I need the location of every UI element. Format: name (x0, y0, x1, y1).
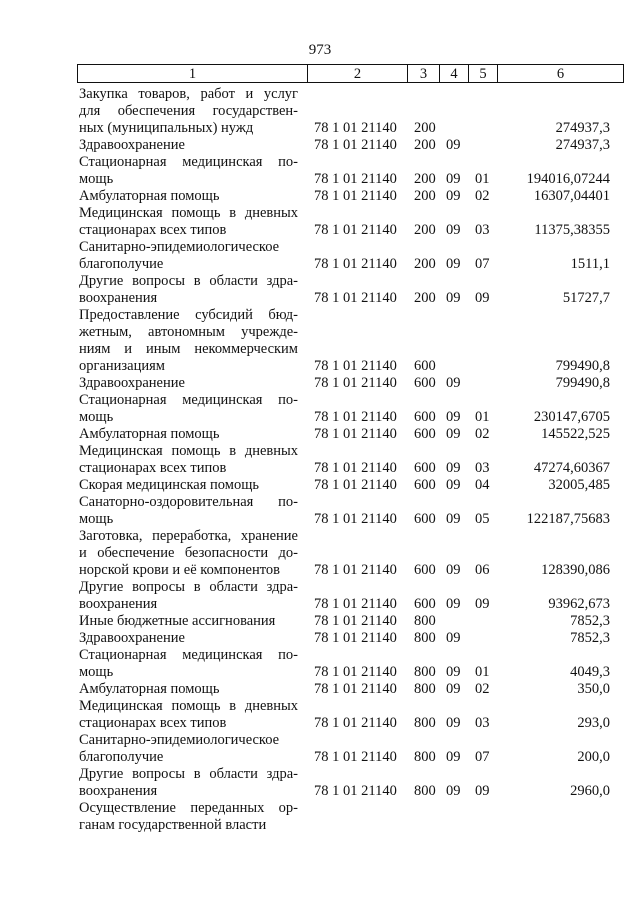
description-line: Другие вопросы в области здра- (79, 273, 298, 289)
table-row (0, 732, 640, 766)
target-article-code: 78 1 01 21140 (314, 256, 397, 272)
expense-type-code: 800 (414, 749, 436, 765)
amount-value: 51727,7 (562, 290, 610, 306)
header-col-4: 4 (440, 65, 469, 83)
subsection-code: 03 (475, 222, 490, 238)
section-code: 09 (446, 681, 461, 697)
row-values (0, 409, 640, 426)
target-article-code: 78 1 01 21140 (314, 715, 397, 731)
description-line: мощь (79, 664, 114, 680)
expense-type-code: 600 (414, 460, 436, 476)
expense-type-code: 800 (414, 783, 436, 799)
row-values (0, 613, 640, 630)
row-values (0, 188, 640, 205)
description-line: организациям (79, 358, 165, 374)
table-row (0, 154, 640, 188)
amount-value: 799490,8 (555, 358, 610, 374)
expense-type-code: 600 (414, 358, 436, 374)
description-line: ных (муниципальных) нужд (79, 120, 254, 136)
section-code: 09 (446, 511, 461, 527)
subsection-code: 02 (475, 681, 490, 697)
description-line: стационарах всех типов (79, 460, 227, 476)
table-row (0, 307, 640, 375)
target-article-code: 78 1 01 21140 (314, 171, 397, 187)
expense-type-code: 800 (414, 664, 436, 680)
table-row (0, 579, 640, 613)
expense-type-code: 200 (414, 171, 436, 187)
description-line: Здравоохранение (79, 137, 185, 153)
header-col-1: 1 (78, 65, 308, 83)
target-article-code: 78 1 01 21140 (314, 681, 397, 697)
subsection-code: 07 (475, 256, 490, 272)
amount-value: 16307,04401 (533, 188, 610, 204)
expense-type-code: 800 (414, 613, 436, 629)
row-values (0, 664, 640, 681)
row-values (0, 817, 640, 834)
row-values (0, 290, 640, 307)
amount-value: 7852,3 (570, 613, 610, 629)
row-values (0, 715, 640, 732)
description-line: мощь (79, 409, 114, 425)
target-article-code: 78 1 01 21140 (314, 120, 397, 136)
section-code: 09 (446, 375, 461, 391)
section-code: 09 (446, 426, 461, 442)
description-line: Амбулаторная помощь (79, 681, 220, 697)
section-code: 09 (446, 596, 461, 612)
header-col-6: 6 (498, 65, 624, 83)
amount-value: 274937,3 (555, 137, 610, 153)
row-values (0, 596, 640, 613)
subsection-code: 01 (475, 664, 490, 680)
amount-value: 230147,6705 (533, 409, 610, 425)
table-row (0, 426, 640, 443)
target-article-code: 78 1 01 21140 (314, 409, 397, 425)
description-line: Здравоохранение (79, 375, 185, 391)
description-line: Стационарная медицинская по- (79, 154, 298, 170)
description-line: воохранения (79, 783, 158, 799)
subsection-code: 02 (475, 188, 490, 204)
expense-type-code: 200 (414, 290, 436, 306)
target-article-code: 78 1 01 21140 (314, 188, 397, 204)
target-article-code: 78 1 01 21140 (314, 460, 397, 476)
target-article-code: 78 1 01 21140 (314, 749, 397, 765)
table-row (0, 375, 640, 392)
expense-type-code: 600 (414, 409, 436, 425)
target-article-code: 78 1 01 21140 (314, 562, 397, 578)
description-line: Закупка товаров, работ и услуг (79, 86, 298, 102)
amount-value: 128390,086 (541, 562, 610, 578)
section-code: 09 (446, 630, 461, 646)
subsection-code: 06 (475, 562, 490, 578)
expense-type-code: 600 (414, 511, 436, 527)
section-code: 09 (446, 664, 461, 680)
amount-value: 122187,75683 (526, 511, 610, 527)
amount-value: 1511,1 (570, 256, 610, 272)
description-line: стационарах всех типов (79, 715, 227, 731)
amount-value: 350,0 (577, 681, 610, 697)
expense-type-code: 200 (414, 188, 436, 204)
amount-value: 47274,60367 (533, 460, 610, 476)
section-code: 09 (446, 715, 461, 731)
row-values (0, 358, 640, 375)
target-article-code: 78 1 01 21140 (314, 222, 397, 238)
description-line: Амбулаторная помощь (79, 426, 220, 442)
description-line: и обеспечение безопасности до- (79, 545, 298, 561)
row-values (0, 477, 640, 494)
target-article-code: 78 1 01 21140 (314, 613, 397, 629)
expense-type-code: 800 (414, 681, 436, 697)
expense-type-code: 600 (414, 477, 436, 493)
amount-value: 194016,07244 (526, 171, 610, 187)
subsection-code: 09 (475, 290, 490, 306)
expense-type-code: 200 (414, 137, 436, 153)
table-header (77, 64, 624, 83)
subsection-code: 07 (475, 749, 490, 765)
section-code: 09 (446, 749, 461, 765)
description-line: Медицинская помощь в дневных (79, 205, 298, 221)
table-row (0, 188, 640, 205)
section-code: 09 (446, 409, 461, 425)
row-values (0, 222, 640, 239)
target-article-code: 78 1 01 21140 (314, 426, 397, 442)
expense-type-code: 600 (414, 426, 436, 442)
table-row (0, 613, 640, 630)
subsection-code: 03 (475, 460, 490, 476)
target-article-code: 78 1 01 21140 (314, 375, 397, 391)
table-row (0, 239, 640, 273)
subsection-code: 04 (475, 477, 490, 493)
table-row (0, 698, 640, 732)
amount-value: 274937,3 (555, 120, 610, 136)
subsection-code: 09 (475, 783, 490, 799)
table-row (0, 800, 640, 834)
amount-value: 2960,0 (570, 783, 610, 799)
row-values (0, 120, 640, 137)
description-line: Заготовка, переработка, хранение (79, 528, 298, 544)
expense-type-code: 600 (414, 375, 436, 391)
description-line: мощь (79, 171, 114, 187)
table-row (0, 630, 640, 647)
table-row (0, 647, 640, 681)
expense-type-code: 800 (414, 630, 436, 646)
description-line: Санитарно-эпидемиологическое (79, 239, 280, 255)
expense-type-code: 200 (414, 222, 436, 238)
header-col-2: 2 (308, 65, 408, 83)
target-article-code: 78 1 01 21140 (314, 511, 397, 527)
amount-value: 32005,485 (548, 477, 610, 493)
table-row (0, 494, 640, 528)
amount-value: 200,0 (577, 749, 610, 765)
row-values (0, 783, 640, 800)
description-line: ганам государственной власти (79, 817, 267, 833)
subsection-code: 02 (475, 426, 490, 442)
target-article-code: 78 1 01 21140 (314, 137, 397, 153)
description-line: для обеспечения государствен- (79, 103, 298, 119)
header-col-3: 3 (408, 65, 440, 83)
expense-type-code: 600 (414, 562, 436, 578)
expense-type-code: 200 (414, 256, 436, 272)
description-line: благополучие (79, 256, 164, 272)
description-line: воохранения (79, 596, 158, 612)
subsection-code: 01 (475, 171, 490, 187)
table-row (0, 273, 640, 307)
table-row (0, 766, 640, 800)
section-code: 09 (446, 290, 461, 306)
table-row (0, 681, 640, 698)
amount-value: 93962,673 (548, 596, 610, 612)
subsection-code: 09 (475, 596, 490, 612)
description-line: Иные бюджетные ассигнования (79, 613, 276, 629)
table-row (0, 528, 640, 579)
section-code: 09 (446, 783, 461, 799)
section-code: 09 (446, 460, 461, 476)
description-line: Предоставление субсидий бюд- (79, 307, 298, 323)
target-article-code: 78 1 01 21140 (314, 630, 397, 646)
section-code: 09 (446, 562, 461, 578)
target-article-code: 78 1 01 21140 (314, 358, 397, 374)
amount-value: 145522,525 (541, 426, 610, 442)
subsection-code: 05 (475, 511, 490, 527)
description-line: воохранения (79, 290, 158, 306)
row-values (0, 171, 640, 188)
description-line: Медицинская помощь в дневных (79, 698, 298, 714)
description-line: стационарах всех типов (79, 222, 227, 238)
description-line: жетным, автономным учрежде- (79, 324, 298, 340)
subsection-code: 03 (475, 715, 490, 731)
page-number: 973 (308, 42, 332, 58)
amount-value: 799490,8 (555, 375, 610, 391)
row-values (0, 375, 640, 392)
row-values (0, 681, 640, 698)
description-line: Осуществление переданных ор- (79, 800, 298, 816)
target-article-code: 78 1 01 21140 (314, 664, 397, 680)
row-values (0, 511, 640, 528)
amount-value: 293,0 (577, 715, 610, 731)
section-code: 09 (446, 137, 461, 153)
amount-value: 11375,38355 (534, 222, 610, 238)
row-values (0, 749, 640, 766)
table-row (0, 205, 640, 239)
description-line: Санаторно-оздоровительная по- (79, 494, 298, 510)
budget-table-body (0, 86, 640, 834)
description-line: ниям и иным некоммерческим (79, 341, 298, 357)
description-line: Другие вопросы в области здра- (79, 579, 298, 595)
amount-value: 7852,3 (570, 630, 610, 646)
table-row (0, 443, 640, 477)
target-article-code: 78 1 01 21140 (314, 477, 397, 493)
description-line: Стационарная медицинская по- (79, 647, 298, 663)
section-code: 09 (446, 188, 461, 204)
row-values (0, 137, 640, 154)
target-article-code: 78 1 01 21140 (314, 290, 397, 306)
header-col-5: 5 (469, 65, 498, 83)
row-values (0, 562, 640, 579)
table-row (0, 86, 640, 137)
section-code: 09 (446, 477, 461, 493)
description-line: мощь (79, 511, 114, 527)
row-values (0, 426, 640, 443)
row-values (0, 460, 640, 477)
row-values (0, 256, 640, 273)
table-row (0, 137, 640, 154)
description-line: Санитарно-эпидемиологическое (79, 732, 280, 748)
description-line: Другие вопросы в области здра- (79, 766, 298, 782)
amount-value: 4049,3 (570, 664, 610, 680)
section-code: 09 (446, 171, 461, 187)
description-line: норской крови и её компонентов (79, 562, 280, 578)
description-line: Медицинская помощь в дневных (79, 443, 298, 459)
section-code: 09 (446, 222, 461, 238)
expense-type-code: 800 (414, 715, 436, 731)
table-row (0, 477, 640, 494)
description-line: Стационарная медицинская по- (79, 392, 298, 408)
description-line: Амбулаторная помощь (79, 188, 220, 204)
table-row (0, 392, 640, 426)
expense-type-code: 600 (414, 596, 436, 612)
subsection-code: 01 (475, 409, 490, 425)
description-line: благополучие (79, 749, 164, 765)
expense-type-code: 200 (414, 120, 436, 136)
target-article-code: 78 1 01 21140 (314, 596, 397, 612)
section-code: 09 (446, 256, 461, 272)
target-article-code: 78 1 01 21140 (314, 783, 397, 799)
description-line: Скорая медицинская помощь (79, 477, 259, 493)
description-line: Здравоохранение (79, 630, 185, 646)
row-values (0, 630, 640, 647)
